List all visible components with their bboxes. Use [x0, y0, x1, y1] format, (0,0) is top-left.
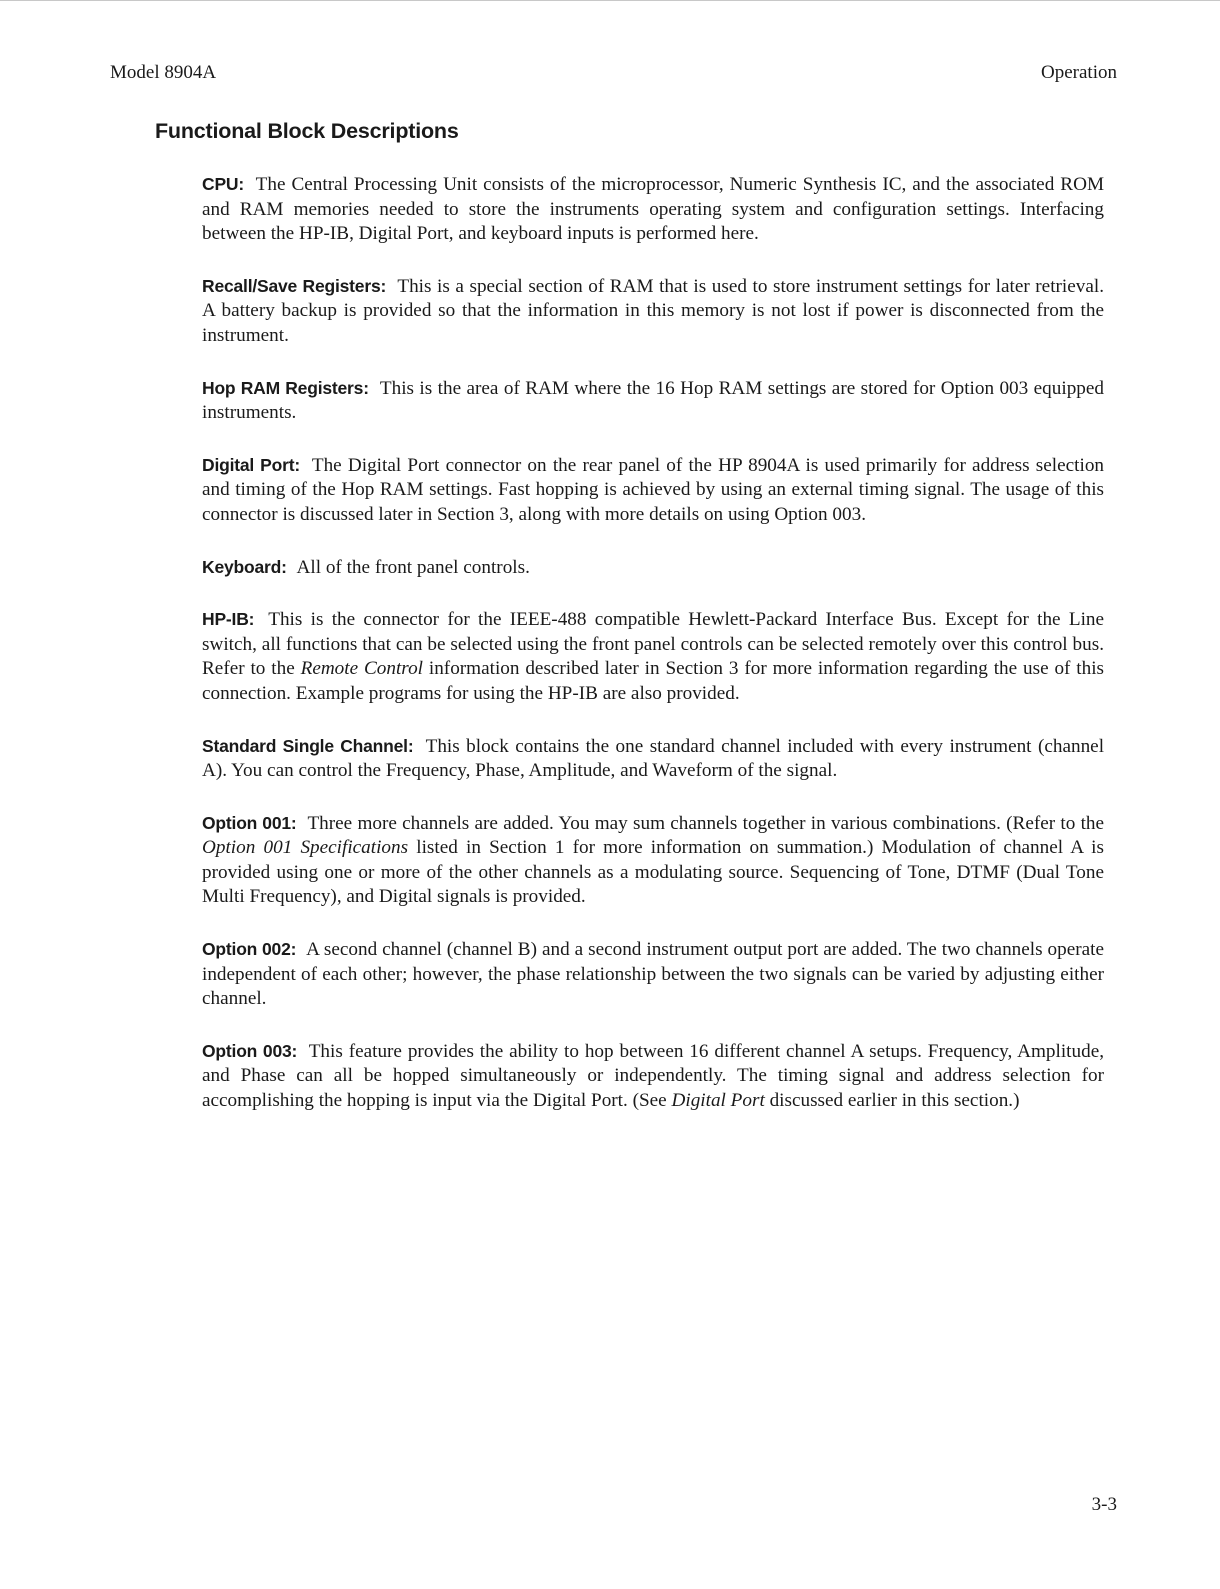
text-option-001-part2: listed in Section 1 for more information on summation.) Modulation of channel A is provided using one or more of the other channels as a modulating source. Sequencing of Tone, DTMF (Dual Tone Multi Frequency), and Digital signals is provided.: [202, 837, 1104, 908]
header-model: Model 8904A: [110, 62, 217, 83]
entry-standard-channel: [202, 734, 1104, 784]
term-option-002: Option 002:: [202, 939, 297, 960]
term-digital-port: Digital Port:: [202, 454, 300, 475]
block-descriptions: [202, 172, 1104, 1141]
entry-hop-ram: [202, 376, 1104, 426]
entry-option-002: [202, 937, 1104, 1012]
entry-cpu: [202, 172, 1104, 247]
text-option-003-part2: discussed earlier in this section.): [769, 1090, 1020, 1112]
term-recall-save: Recall/Save Registers:: [202, 275, 387, 296]
header-section: Operation: [1041, 62, 1117, 83]
term-hpib: HP-IB:: [202, 609, 255, 630]
page-number: 3-3: [1091, 1494, 1117, 1515]
entry-option-003: [202, 1039, 1104, 1114]
text-option-001-part1: Three more channels are added. You may sum channels together in various combinations. (Refer to the: [307, 812, 1105, 834]
text-hpib-italic: Remote Control: [300, 658, 423, 680]
term-standard-channel: Standard Single Channel:: [202, 735, 414, 756]
term-option-001: Option 001:: [202, 812, 297, 833]
entry-option-001: [202, 811, 1104, 910]
term-cpu: CPU:: [202, 174, 244, 194]
text-hpib-part1: This is the connector for the IEEE-488 compatible Hewlett-Packard Interface Bus. Except for the Line switch, all functions that can be selected using the front panel controls can be selected remotely over this control bus. Refer to the: [202, 609, 1105, 680]
term-keyboard: Keyboard:: [202, 556, 287, 577]
text-hop-ram: This is the area of RAM where the 16 Hop RAM settings are stored for Option 003 equipped instruments.: [202, 377, 1104, 424]
entry-keyboard: [202, 555, 1104, 581]
term-hop-ram: Hop RAM Registers:: [202, 377, 369, 398]
top-rule: [0, 0, 1220, 1]
text-digital-port: The Digital Port connector on the rear panel of the HP 8904A is used primarily for address selection and timing of the Hop RAM settings. Fast hopping is achieved by using an external timing signal. The usage of this connector is discussed later in Section 3, along with more details on using Option 003.: [202, 454, 1105, 525]
text-standard-channel: This block contains the one standard channel included with every instrument (channel A). You can control the Frequency, Phase, Amplitude, and Waveform of the signal.: [202, 735, 1105, 782]
entry-hpib: [202, 607, 1104, 706]
text-keyboard: All of the front panel controls.: [296, 556, 530, 578]
text-hpib-part2: information described later in Section 3 for more information regarding the use of this connection. Example programs for using the HP-IB are also provided.: [202, 658, 1105, 704]
text-option-002: A second channel (channel B) and a second instrument output port are added. The two channels operate independent of each other; however, the phase relationship between the two signals can be varied by adjusting either channel.: [202, 939, 1104, 1010]
entry-recall-save: [202, 274, 1104, 349]
section-title: Functional Block Descriptions: [155, 119, 459, 143]
text-option-003-part1: This feature provides the ability to hop between 16 different channel A setups. Frequency, Amplitude, and Phase can all be hopped simultaneously or independently. The timing signal and address selection for accomplishing the hopping is input via the Digital Port. (See: [202, 1040, 1105, 1112]
text-cpu: The Central Processing Unit consists of the microprocessor, Numeric Synthesis IC, and the associated ROM and RAM memories needed to store the instruments operating system and configuration settings. Interfacing between the HP-IB, Digital Port, and keyboard inputs is performed here.: [202, 174, 1104, 245]
entry-digital-port: [202, 453, 1104, 528]
text-option-003-italic: Digital Port: [671, 1090, 765, 1112]
term-option-003: Option 003:: [202, 1040, 298, 1061]
text-option-001-italic: Option 001 Specifications: [202, 837, 409, 859]
text-recall-save: This is a special section of RAM that is used to store instrument settings for later retrieval. A battery backup is provided so that the information in this memory is not lost if power is disconnected from the instrument.: [202, 275, 1105, 346]
